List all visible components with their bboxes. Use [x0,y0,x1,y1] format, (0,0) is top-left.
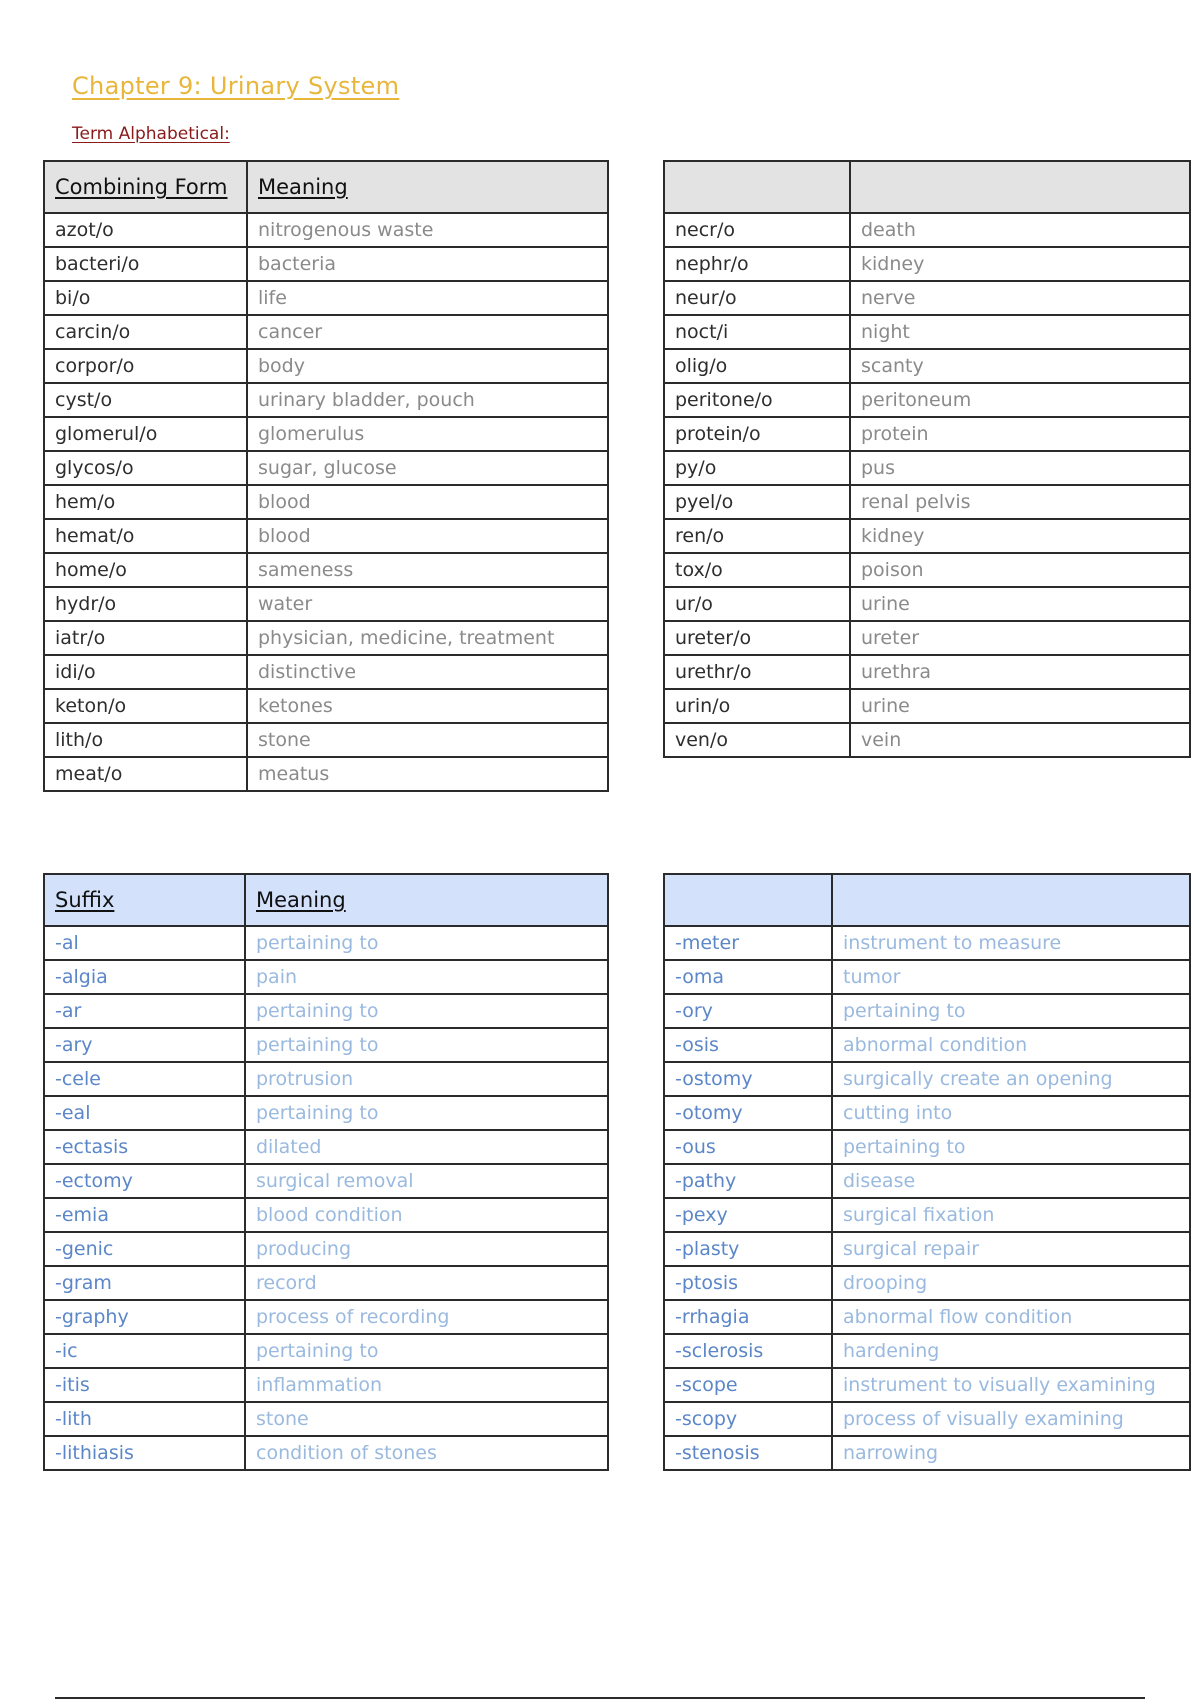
term-cell: nephr/o [664,247,850,281]
meaning-cell: instrument to measure [832,926,1190,960]
meaning-cell: abnormal condition [832,1028,1190,1062]
term-cell: -genic [44,1232,245,1266]
meaning-cell: process of visually examining [832,1402,1190,1436]
meaning-cell: body [247,349,608,383]
table-row [664,1232,1190,1266]
term-cell: -ostomy [664,1062,832,1096]
table-row [44,349,608,383]
meaning-cell: kidney [850,519,1190,553]
table-row [44,1232,608,1266]
meaning-cell: pus [850,451,1190,485]
term-cell: -ectomy [44,1164,245,1198]
table-row [664,1436,1190,1470]
table-row [664,994,1190,1028]
table-row [44,1062,608,1096]
meaning-cell: stone [245,1402,608,1436]
meaning-cell: bacteria [247,247,608,281]
table-row [664,1062,1190,1096]
meaning-cell: narrowing [832,1436,1190,1470]
column-header-meaning: Meaning [247,161,608,213]
table-row [664,1266,1190,1300]
term-cell: glycos/o [44,451,247,485]
table-row [44,1198,608,1232]
term-cell: olig/o [664,349,850,383]
term-cell: -cele [44,1062,245,1096]
term-cell: peritone/o [664,383,850,417]
meaning-cell: urine [850,689,1190,723]
term-cell: -oma [664,960,832,994]
term-cell: -ory [664,994,832,1028]
term-cell: -algia [44,960,245,994]
meaning-cell: meatus [247,757,608,791]
meaning-cell: urine [850,587,1190,621]
table-row [664,723,1190,757]
table-row [44,926,608,960]
meaning-cell: protein [850,417,1190,451]
meaning-cell: death [850,213,1190,247]
term-cell: hem/o [44,485,247,519]
meaning-cell: pertaining to [832,1130,1190,1164]
term-cell: meat/o [44,757,247,791]
meaning-cell: process of recording [245,1300,608,1334]
meaning-cell: ketones [247,689,608,723]
term-cell: -ectasis [44,1130,245,1164]
table-row [44,1368,608,1402]
column-header-empty [664,874,832,926]
term-cell: -lithiasis [44,1436,245,1470]
meaning-cell: surgical fixation [832,1198,1190,1232]
term-cell: hydr/o [44,587,247,621]
term-cell: -ic [44,1334,245,1368]
term-cell: -ary [44,1028,245,1062]
footer-divider [55,1697,1145,1699]
term-cell: keton/o [44,689,247,723]
meaning-cell: drooping [832,1266,1190,1300]
meaning-cell: sugar, glucose [247,451,608,485]
meaning-cell: distinctive [247,655,608,689]
meaning-cell: nerve [850,281,1190,315]
term-cell: bacteri/o [44,247,247,281]
meaning-cell: instrument to visually examining [832,1368,1190,1402]
meaning-cell: sameness [247,553,608,587]
term-cell: bi/o [44,281,247,315]
term-cell: azot/o [44,213,247,247]
term-cell: -meter [664,926,832,960]
term-cell: necr/o [664,213,850,247]
table-row [664,1130,1190,1164]
table-row [44,1096,608,1130]
table-row [44,417,608,451]
term-cell: -graphy [44,1300,245,1334]
meaning-cell: vein [850,723,1190,757]
term-cell: tox/o [664,553,850,587]
table-row [44,247,608,281]
table-row [664,621,1190,655]
term-cell: -pexy [664,1198,832,1232]
meaning-cell: inflammation [245,1368,608,1402]
table-row [664,417,1190,451]
table-row [44,1130,608,1164]
table-row [664,1402,1190,1436]
meaning-cell: physician, medicine, treatment [247,621,608,655]
term-cell: -ar [44,994,245,1028]
term-cell: -scope [664,1368,832,1402]
column-header-empty [664,161,850,213]
table-header-row [44,874,608,926]
term-cell: urin/o [664,689,850,723]
term-cell: -scopy [664,1402,832,1436]
table-row [664,1368,1190,1402]
column-header-empty [850,161,1190,213]
meaning-cell: protrusion [245,1062,608,1096]
table-row [664,247,1190,281]
meaning-cell: pertaining to [245,1028,608,1062]
term-cell: iatr/o [44,621,247,655]
meaning-cell: cutting into [832,1096,1190,1130]
meaning-cell: hardening [832,1334,1190,1368]
table-row [664,1334,1190,1368]
term-cell: -sclerosis [664,1334,832,1368]
meaning-cell: pain [245,960,608,994]
table-row [664,349,1190,383]
table-row [44,485,608,519]
meaning-cell: pertaining to [832,994,1190,1028]
term-cell: py/o [664,451,850,485]
term-cell: -emia [44,1198,245,1232]
term-cell: -eal [44,1096,245,1130]
term-cell: urethr/o [664,655,850,689]
table-row [44,553,608,587]
term-cell: -otomy [664,1096,832,1130]
meaning-cell: stone [247,723,608,757]
table-row [664,1198,1190,1232]
meaning-cell: abnormal flow condition [832,1300,1190,1334]
term-cell: -plasty [664,1232,832,1266]
meaning-cell: night [850,315,1190,349]
term-cell: -osis [664,1028,832,1062]
column-header-meaning: Meaning [245,874,608,926]
meaning-cell: ureter [850,621,1190,655]
meaning-cell: tumor [832,960,1190,994]
combining-form-table-right [663,160,1191,758]
table-row [664,213,1190,247]
table-row [664,485,1190,519]
table-row [664,383,1190,417]
table-row [44,723,608,757]
term-cell: home/o [44,553,247,587]
term-cell: -itis [44,1368,245,1402]
column-header-empty [832,874,1190,926]
table-row [44,519,608,553]
table-row [44,960,608,994]
meaning-cell: blood [247,485,608,519]
table-row [44,655,608,689]
meaning-cell: dilated [245,1130,608,1164]
table-row [44,1266,608,1300]
table-row [44,689,608,723]
term-cell: carcin/o [44,315,247,349]
column-header-suffix: Suffix [44,874,245,926]
table-row [44,1300,608,1334]
meaning-cell: pertaining to [245,926,608,960]
term-cell: hemat/o [44,519,247,553]
column-header-combining-form: Combining Form [44,161,247,213]
term-cell: corpor/o [44,349,247,383]
meaning-cell: pertaining to [245,994,608,1028]
table-row [44,383,608,417]
term-cell: noct/i [664,315,850,349]
table-row [664,689,1190,723]
table-header-row [664,874,1190,926]
meaning-cell: disease [832,1164,1190,1198]
table-row [664,519,1190,553]
table-row [664,451,1190,485]
table-row [44,757,608,791]
meaning-cell: producing [245,1232,608,1266]
term-cell: ureter/o [664,621,850,655]
meaning-cell: urinary bladder, pouch [247,383,608,417]
meaning-cell: kidney [850,247,1190,281]
table-row [664,926,1190,960]
meaning-cell: pertaining to [245,1096,608,1130]
term-cell: -ous [664,1130,832,1164]
term-cell: ven/o [664,723,850,757]
term-cell: -rrhagia [664,1300,832,1334]
table-row [44,281,608,315]
table-row [44,587,608,621]
term-cell: -stenosis [664,1436,832,1470]
meaning-cell: blood condition [245,1198,608,1232]
meaning-cell: cancer [247,315,608,349]
term-cell: lith/o [44,723,247,757]
section-subtitle: Term Alphabetical: [72,124,230,144]
term-cell: protein/o [664,417,850,451]
table-row [664,281,1190,315]
meaning-cell: urethra [850,655,1190,689]
table-row [44,451,608,485]
term-cell: -lith [44,1402,245,1436]
table-row [44,1436,608,1470]
term-cell: -gram [44,1266,245,1300]
term-cell: neur/o [664,281,850,315]
table-row [664,1300,1190,1334]
meaning-cell: glomerulus [247,417,608,451]
term-cell: pyel/o [664,485,850,519]
meaning-cell: surgical repair [832,1232,1190,1266]
meaning-cell: surgically create an opening [832,1062,1190,1096]
combining-form-table-left [43,160,609,792]
meaning-cell: record [245,1266,608,1300]
term-cell: glomerul/o [44,417,247,451]
meaning-cell: peritoneum [850,383,1190,417]
table-row [664,655,1190,689]
table-row [664,1028,1190,1062]
table-row [664,1096,1190,1130]
meaning-cell: surgical removal [245,1164,608,1198]
table-row [664,587,1190,621]
table-row [664,1164,1190,1198]
table-row [44,315,608,349]
meaning-cell: poison [850,553,1190,587]
term-cell: -pathy [664,1164,832,1198]
meaning-cell: pertaining to [245,1334,608,1368]
term-cell: ur/o [664,587,850,621]
meaning-cell: renal pelvis [850,485,1190,519]
table-row [664,553,1190,587]
table-row [664,960,1190,994]
meaning-cell: scanty [850,349,1190,383]
chapter-title: Chapter 9: Urinary System [72,72,400,100]
table-row [44,1402,608,1436]
suffix-table-left [43,873,609,1471]
term-cell: -ptosis [664,1266,832,1300]
table-row [44,621,608,655]
table-row [664,315,1190,349]
term-cell: ren/o [664,519,850,553]
meaning-cell: blood [247,519,608,553]
meaning-cell: nitrogenous waste [247,213,608,247]
table-header-row [44,161,608,213]
table-header-row [664,161,1190,213]
term-cell: cyst/o [44,383,247,417]
term-cell: idi/o [44,655,247,689]
meaning-cell: life [247,281,608,315]
table-row [44,1164,608,1198]
meaning-cell: water [247,587,608,621]
term-cell: -al [44,926,245,960]
suffix-table-right [663,873,1191,1471]
table-row [44,1334,608,1368]
meaning-cell: condition of stones [245,1436,608,1470]
table-row [44,1028,608,1062]
table-row [44,213,608,247]
table-row [44,994,608,1028]
